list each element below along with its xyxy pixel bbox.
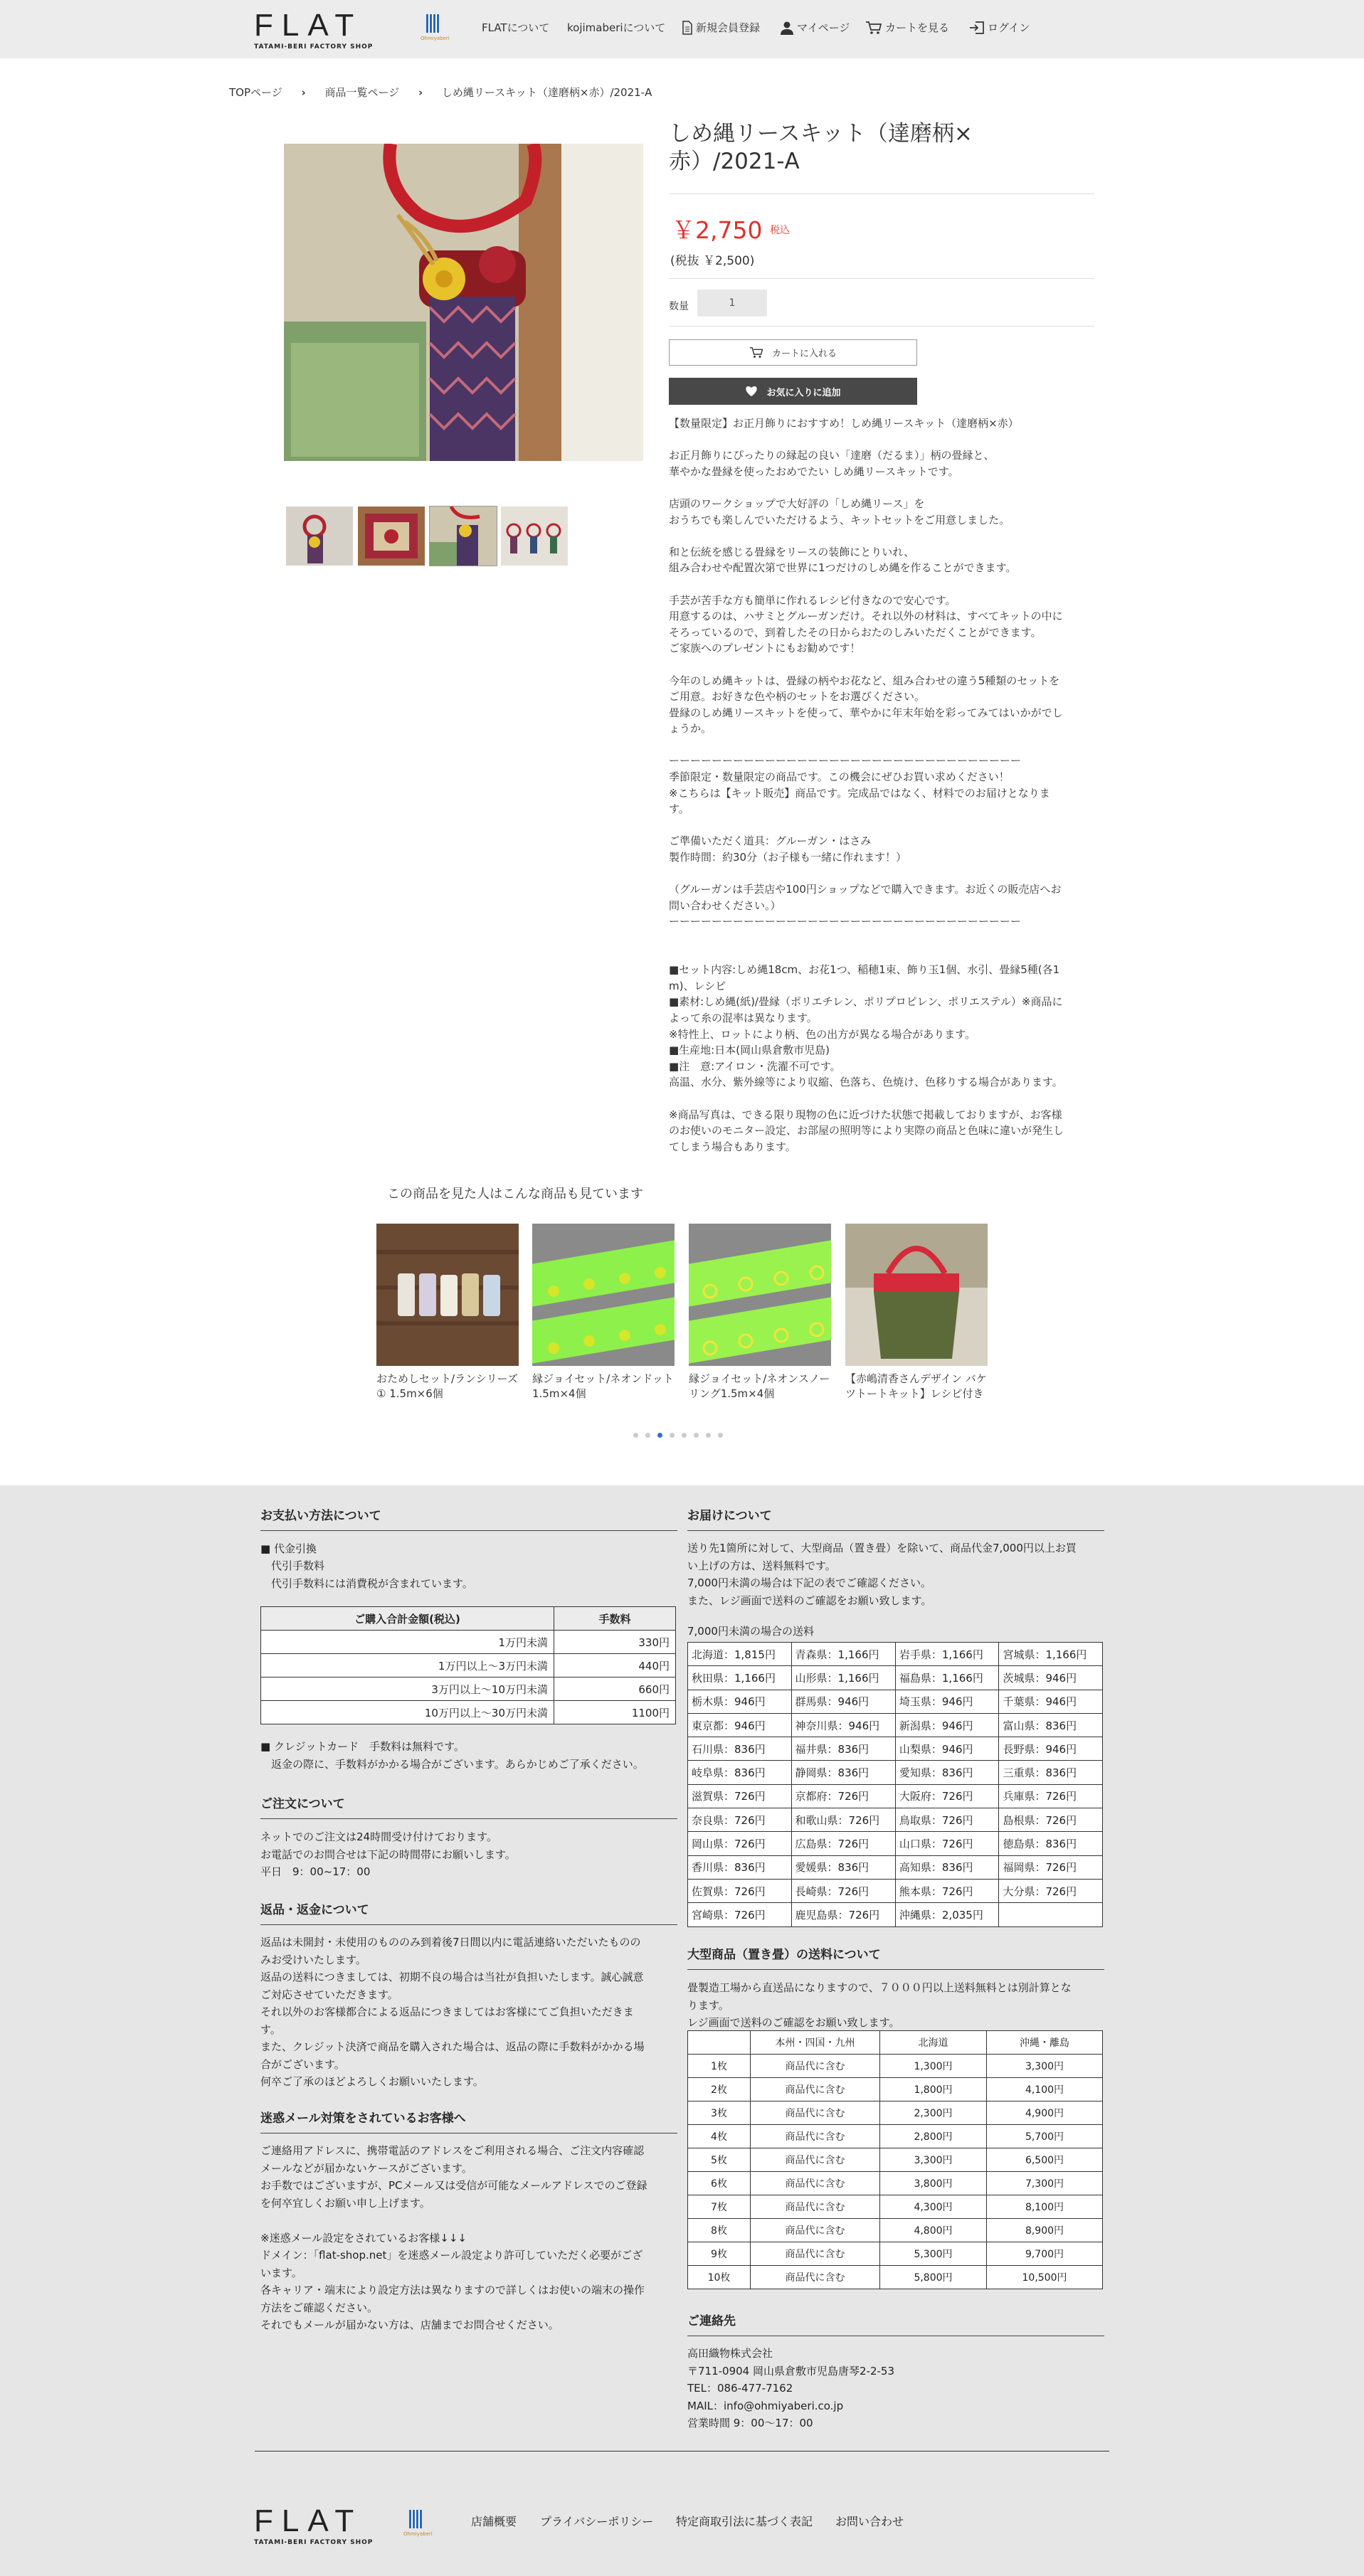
shipping-cell: 長野県：946円 — [999, 1737, 1103, 1761]
shipping-cell: 沖縄県：2,035円 — [895, 1903, 999, 1926]
table-row — [688, 2172, 1103, 2195]
shipping-cell: 岩手県：1,166円 — [895, 1643, 999, 1666]
shipping-cell: 栃木県：946円 — [688, 1690, 792, 1713]
shipping-cell: 山口県：726円 — [895, 1832, 999, 1855]
add-to-favorites-button[interactable]: お気に入りに追加 — [669, 378, 917, 405]
large-fee-cell: 3,300円 — [987, 2055, 1103, 2078]
chevron-right-icon: › — [301, 86, 306, 99]
large-fee-cell: 商品代に含む — [751, 2219, 880, 2242]
shipping-cell: 香川県：836円 — [688, 1855, 792, 1879]
description-line: ーーーーーーーーーーーーーーーーーーーーーーーーーーーーーーーーー — [669, 754, 1022, 768]
price-excluding-tax: (税抜 ￥2,500) — [670, 254, 755, 268]
large-fee-cell: 商品代に含む — [751, 2195, 880, 2219]
shipping-cell: 兵庫県：726円 — [999, 1784, 1103, 1808]
recommend-caption[interactable]: 縁ジョイセット/ネオンドット1.5m×4個 — [532, 1372, 674, 1400]
large-fee-cell: 商品代に含む — [751, 2055, 880, 2078]
table-row — [688, 2055, 1103, 2078]
recommend-image[interactable] — [689, 1224, 831, 1366]
description-line: 手芸が苦手な方も簡単に作れるレシピ付きなので安心です。 — [669, 593, 956, 607]
large-fee-cell: 10枚 — [688, 2266, 751, 2289]
table-row — [688, 2148, 1103, 2172]
returns-text: 返品は未開封・未使用のもののみ到着後7日間以内に電話連絡いただいたものの みお受けいたします。 返品の送料につきましては、初期不良の場合は当社が負担いたします。誠心誠意 ご対応させていただきます。 それ以外のお客様都合による返品につきましてはお客様にてご負担いただきま す。 また、クレジット決済で商品を購入された場合は、返品の際に手数料がかかる場 合がございます。 何卒ご了承のほどよろしくお願いいたします。 — [260, 1936, 645, 2088]
carousel-dot[interactable] — [670, 1433, 675, 1438]
ohmiyaberi-logo[interactable]: Ohmiyaberi — [421, 13, 446, 47]
nav-mypage[interactable]: マイページ — [780, 20, 850, 35]
order-heading: ご注文について — [260, 1793, 677, 1819]
footer-link-privacy[interactable]: プライバシーポリシー — [540, 2515, 654, 2528]
large-items-text: 畳製造工場から直送品になりますので、７０００円以上送料無料とは別計算とな ります。 レジ画面で送料のご確認をお願い致します。 — [687, 1981, 1072, 2029]
shipping-cell: 富山県：836円 — [999, 1713, 1103, 1737]
order-text: ネットでのご注文は24時間受け付けております。 お電話でのお問合せは下記の時間帯にお願いします。 平日 9：00~17：00 — [260, 1830, 516, 1878]
table-header: 手数料 — [554, 1607, 676, 1631]
shipping-cell: 佐賀県：726円 — [688, 1879, 792, 1902]
carousel-dot-active[interactable] — [657, 1433, 662, 1438]
shipping-cell: 神奈川県：946円 — [791, 1713, 895, 1737]
shipping-cell: 島根県：726円 — [999, 1808, 1103, 1832]
description-line: 【数量限定】お正月飾りにおすすめ！しめ縄リースキット（達磨柄×赤） — [669, 417, 1019, 430]
contact-heading: ご連絡先 — [687, 2311, 1104, 2336]
delivery-heading: お届けについて — [687, 1505, 1104, 1531]
recommend-item[interactable] — [689, 1224, 831, 1401]
product-title: しめ縄リースキット（達磨柄×赤）/2021-A — [669, 121, 973, 174]
description-line — [669, 528, 1092, 544]
shipping-cell: 徳島県：836円 — [999, 1832, 1103, 1855]
shipping-cell: 宮城県：1,166円 — [999, 1643, 1103, 1666]
shipping-cell: 三重県：836円 — [999, 1761, 1103, 1784]
shipping-cell: 京都府：726円 — [791, 1784, 895, 1808]
description-line: そろっているので、到着したその日からおたのしみいただくことができます。 — [669, 625, 1042, 639]
table-row — [688, 2101, 1103, 2125]
large-fee-cell: 4,300円 — [880, 2195, 987, 2219]
shipping-cell: 新潟県：946円 — [895, 1713, 999, 1737]
large-fee-cell: 4枚 — [688, 2125, 751, 2148]
table-header: ご購入合計金額(税込) — [261, 1607, 554, 1631]
description-line: ■セット内容:しめ縄18cm、お花1つ、稲穂1束、飾り玉1個、水引、畳縁5種(各1 — [669, 963, 1060, 977]
description-line: のお使いのモニター設定、お部屋の照明等により実際の商品と色味に違いが発生し — [669, 1124, 1064, 1138]
tax-included-label: 税込 — [770, 225, 790, 236]
shipping-cell: 岡山県：726円 — [688, 1832, 792, 1855]
heart-icon — [745, 386, 758, 397]
description-line: 畳縁のしめ縄リースキットを使って、華やかに年末年始を彩ってみてはいかがでし — [669, 706, 1063, 719]
table-row: 10万円以上～30万円未満 1100円 — [261, 1701, 676, 1724]
carousel-dot[interactable] — [645, 1433, 650, 1438]
large-fee-cell: 7枚 — [688, 2195, 751, 2219]
shipping-cell: 愛知県：836円 — [895, 1761, 999, 1784]
table-row — [688, 1808, 1103, 1832]
description-line — [669, 1091, 1092, 1107]
large-fee-cell: 6枚 — [688, 2172, 751, 2195]
quantity-input[interactable] — [697, 290, 767, 317]
shipping-cell: 鳥取県：726円 — [895, 1808, 999, 1832]
product-description — [669, 415, 1092, 1155]
large-fee-cell: 5,300円 — [880, 2242, 987, 2266]
large-fee-cell: 8枚 — [688, 2219, 751, 2242]
shipping-cell: 大分県：726円 — [999, 1879, 1103, 1902]
site-logo[interactable] — [254, 10, 373, 51]
shipping-cell: 奈良県：726円 — [688, 1808, 792, 1832]
shipping-cell: 和歌山県：726円 — [791, 1808, 895, 1832]
recommend-image[interactable] — [845, 1224, 988, 1366]
description-line: ■注 意:アイロン・洗濯不可です。 — [669, 1059, 841, 1073]
recommend-item[interactable] — [376, 1224, 519, 1401]
table-row — [688, 1832, 1103, 1855]
shipping-cell: 青森県：1,166円 — [791, 1643, 895, 1666]
nav-about-kojimaberi[interactable]: kojimaberiについて — [567, 21, 666, 34]
description-line: 季節限定・数量限定の商品です。この機会にぜひお買い求めください！ — [669, 770, 1010, 784]
table-row — [688, 1855, 1103, 1879]
returns-heading: 返品・返金について — [260, 1899, 677, 1925]
nav-about-flat[interactable]: FLATについて — [482, 21, 550, 34]
large-fee-cell: 5,800円 — [880, 2266, 987, 2289]
description-line: よって糸の混率は異なります。 — [669, 1011, 818, 1024]
recommend-caption[interactable]: 縁ジョイセット/ネオンスノーリング1.5m×4個 — [689, 1372, 830, 1400]
shipping-cell: 高知県：836円 — [895, 1855, 999, 1879]
breadcrumb-top[interactable]: TOPページ — [229, 86, 282, 99]
cod-fee-table — [260, 1606, 676, 1724]
nav-cart[interactable]: カートを見る — [865, 20, 949, 35]
description-line: ※商品写真は、できる限り現物の色に近づけた状態で掲載しておりますが、お客様 — [669, 1108, 1062, 1121]
large-fee-cell: 商品代に含む — [751, 2266, 880, 2289]
shipping-cell: 埼玉県：946円 — [895, 1690, 999, 1713]
spam-text: ご連絡用アドレスに、携帯電話のアドレスをご利用される場合、ご注文内容確認 メールなどが届かないケースがございます。 お手数ではございますが、PCメール又は受信が可能なメールアドレスでのご登録 を何卒宜しくお願い申し上げます。 ※迷惑メール設定をされているお客様↓↓↓ ドメイン：「flat-shop.net」を迷惑メール設定より許可していただく必要がござ います。 各キャリア・端末により設定方法は異なりますので詳しくはお使いの端末の操作 方法をご確認ください。 それでもメールが届かない方は、店舗までお問合せください。 — [260, 2144, 647, 2331]
large-fee-cell: 9,700円 — [987, 2242, 1103, 2266]
product-thumbnail[interactable] — [430, 507, 497, 566]
product-thumbnail[interactable] — [501, 507, 568, 566]
large-fee-cell: 2,800円 — [880, 2125, 987, 2148]
large-fee-cell: 5,700円 — [987, 2125, 1103, 2148]
cod-title: ■ 代金引換 — [260, 1542, 317, 1555]
product-thumbnail[interactable] — [286, 507, 353, 566]
carousel-dot[interactable] — [706, 1433, 711, 1438]
login-icon — [969, 21, 985, 35]
description-line — [669, 657, 1092, 673]
footer-logo[interactable]: FLAT TATAMI-BERI FACTORY SHOP — [254, 2503, 374, 2546]
description-line: てしまう場合もあります。 — [669, 1140, 796, 1153]
divider — [669, 326, 1094, 327]
table-row — [688, 2219, 1103, 2242]
shipping-cell: 鹿児島県：726円 — [791, 1903, 895, 1926]
description-line: 用意するのは、ハサミとグルーガンだけ。それ以外の材料は、すべてキットの中に — [669, 610, 1063, 623]
description-line — [669, 866, 1092, 882]
shipping-cell — [999, 1903, 1103, 1926]
chevron-right-icon: › — [418, 86, 423, 99]
shipping-cell: 滋賀県：726円 — [688, 1784, 792, 1808]
recommend-caption[interactable]: おためしセット/ランシリーズ① 1.5m×6個 — [376, 1372, 518, 1400]
breadcrumb-products[interactable]: 商品一覧ページ — [324, 86, 400, 99]
description-line: 高温、水分、紫外線等により収縮、色落ち、色焼け、色移りする場合があります。 — [669, 1076, 1063, 1089]
carousel-dot[interactable] — [718, 1433, 723, 1438]
carousel-dot[interactable] — [633, 1433, 638, 1438]
table-row — [688, 2078, 1103, 2101]
description-line: おうちでも楽しんでいただけるよう、キットセットをご用意しました。 — [669, 513, 1010, 526]
large-fee-cell: 商品代に含む — [751, 2078, 880, 2101]
large-fee-cell: 2,300円 — [880, 2101, 987, 2125]
description-line: ※特性上、ロットにより柄、色の出方が異なる場合があります。 — [669, 1027, 976, 1041]
shipping-cell: 茨城県：946円 — [999, 1666, 1103, 1690]
spam-heading: 迷惑メール対策をされているお客様へ — [260, 2108, 677, 2134]
divider — [669, 278, 1094, 279]
footer-link-commerce-law[interactable]: 特定商取引法に基づく表記 — [676, 2515, 813, 2528]
shipping-cell: 福島県：1,166円 — [895, 1666, 999, 1690]
table-row — [688, 2266, 1103, 2289]
large-fee-cell: 6,500円 — [987, 2148, 1103, 2172]
large-fee-cell: 商品代に含む — [751, 2172, 880, 2195]
carousel-dot[interactable] — [694, 1433, 699, 1438]
description-line — [669, 432, 1092, 448]
footer-link-store-info[interactable]: 店舗概要 — [471, 2515, 517, 2528]
recommend-caption[interactable]: 【赤嶋清香さんデザイン バケツトートキット】レシピ付き — [845, 1372, 987, 1400]
recommend-title: この商品を見た人はこんな商品も見ています — [387, 1187, 643, 1202]
carousel-dot[interactable] — [682, 1433, 687, 1438]
table-row — [688, 2125, 1103, 2148]
shipping-cell: 岐阜県：836円 — [688, 1761, 792, 1784]
large-fee-cell: 5枚 — [688, 2148, 751, 2172]
product-thumbnail[interactable] — [358, 507, 425, 566]
shipping-cell: 福岡県：726円 — [999, 1855, 1103, 1879]
description-line: 店頭のワークショップで大好評の「しめ縄リース」を — [669, 497, 925, 510]
large-fee-cell: 10,500円 — [987, 2266, 1103, 2289]
recommend-image[interactable] — [532, 1224, 675, 1366]
recommend-item[interactable] — [532, 1224, 675, 1401]
payment-heading: お支払い方法について — [260, 1505, 677, 1531]
large-fee-cell: 商品代に含む — [751, 2125, 880, 2148]
footer-link-contact[interactable]: お問い合わせ — [835, 2515, 904, 2528]
table-row: 3万円以上～10万円未満 660円 — [261, 1677, 676, 1701]
large-fee-cell: 8,100円 — [987, 2195, 1103, 2219]
shipping-cell: 熊本県：726円 — [895, 1879, 999, 1902]
site-footer — [0, 1485, 1364, 2576]
shipping-cell: 石川県：836円 — [688, 1737, 792, 1761]
table-row — [688, 2242, 1103, 2266]
large-fee-cell: 3枚 — [688, 2101, 751, 2125]
recommend-image[interactable] — [376, 1224, 519, 1366]
shipping-cell: 東京都：946円 — [688, 1713, 792, 1737]
large-fee-cell: 商品代に含む — [751, 2148, 880, 2172]
document-icon — [682, 21, 693, 35]
description-line: ■素材:しめ縄(紙)/畳縁（ポリエチレン、ポリプロピレン、ポリエステル）※商品に — [669, 995, 1063, 1009]
breadcrumb-current: しめ縄リースキット（達磨柄×赤）/2021-A — [441, 86, 652, 99]
shipping-cell: 長崎県：726円 — [791, 1879, 895, 1902]
add-to-cart-button[interactable]: カートに入れる — [669, 339, 917, 366]
table-row — [688, 2195, 1103, 2219]
table-row — [688, 1761, 1103, 1784]
delivery-text: 送り先1箇所に対して、大型商品（置き畳）を除いて、商品代金7,000円以上お買 い上げの方は、送料無料です。 7,000円未満の場合は下記の表でご確認ください。 また、レジ画面で送料のご確認をお願い致します。 — [687, 1542, 1077, 1607]
footer-divider — [255, 2451, 1109, 2452]
nav-register[interactable]: 新規会員登録 — [682, 20, 760, 35]
table-row: 1万円未満 330円 — [261, 1631, 676, 1654]
description-line: 今年のしめ縄キットは、畳縁の柄やお花など、組み合わせの違う5種類のセットを — [669, 674, 1060, 687]
large-fee-cell: 1枚 — [688, 2055, 751, 2078]
nav-login[interactable]: ログイン — [969, 20, 1030, 35]
large-fee-cell: 1,300円 — [880, 2055, 987, 2078]
table-row — [688, 1666, 1103, 1690]
cod-text: 代引手数料 代引手数料には消費税が含まれています。 — [271, 1559, 473, 1590]
large-fee-cell: 1,800円 — [880, 2078, 987, 2101]
description-line: 問い合わせください。） — [669, 899, 781, 912]
shipping-cell: 山形県：1,166円 — [791, 1666, 895, 1690]
description-line: ょうか。 — [669, 722, 712, 736]
description-line: ※こちらは【キット販売】商品です。完成品ではなく、材料でのお届けとなりま — [669, 786, 1050, 800]
large-fee-cell: 商品代に含む — [751, 2242, 880, 2266]
table-row: 1万円以上～3万円未満 440円 — [261, 1654, 676, 1677]
table-row — [688, 1643, 1103, 1666]
description-line — [669, 930, 1092, 946]
description-line: ■生産地:日本(岡山県倉敷市児島) — [669, 1044, 830, 1057]
large-items-fee-table: 本州・四国・九州 北海道 沖縄・離島 1枚 商品代に含む 1,300円 3,300円 2枚 商品代に含む 1,800円 4,100円 3枚 商品代に含む 2,300円 4,900円 4枚 商品代に含む 2,800円 5,700円 5枚 商品代に含む 3,300円 6,500円 6枚 商品代に含む 3,800円 7,300円 7枚 商品代に含む 4,300円 8,100円 8枚 商品代に含む 4,800円 8,900円 9枚 商品代に含む 5,300円 9,700円 10枚 商品代に含む 5,800円 10,500円 — [687, 2030, 1103, 2289]
large-fee-cell: 3,800円 — [880, 2172, 987, 2195]
table-row — [688, 1713, 1103, 1737]
large-fee-cell: 3,300円 — [880, 2148, 987, 2172]
footer-ohmiyaberi-logo[interactable]: Ohmiyaberi — [403, 2508, 429, 2543]
description-line: ご家族へのプレゼントにもお勧めです！ — [669, 642, 861, 655]
description-line — [669, 737, 1092, 753]
recommend-item[interactable] — [845, 1224, 988, 1401]
quantity-label: 数量 — [669, 301, 689, 312]
table-row — [688, 1879, 1103, 1902]
description-line: （グルーガンは手芸店や100円ショップなどで購入できます。お近くの販売店へお — [669, 883, 1062, 896]
cart-icon — [749, 346, 763, 359]
description-line — [669, 479, 1092, 496]
table-row — [688, 1737, 1103, 1761]
logo-text: FLAT — [254, 8, 363, 43]
large-fee-cell: 4,900円 — [987, 2101, 1103, 2125]
table-row — [688, 1690, 1103, 1713]
description-line: す。 — [669, 802, 689, 816]
shipping-subtitle: 7,000円未満の場合の送料 — [687, 1625, 814, 1638]
shipping-cell: 山梨県：946円 — [895, 1737, 999, 1761]
description-line: お正月飾りにぴったりの縁起の良い「達磨（だるま）」柄の畳縁と、 — [669, 449, 995, 462]
large-fee-cell: 2枚 — [688, 2078, 751, 2101]
description-line — [669, 946, 1092, 963]
description-line: 製作時間：約30分（お子様も一緒に作れます！） — [669, 851, 907, 864]
shipping-cell: 広島県：726円 — [791, 1832, 895, 1855]
shipping-cell: 静岡県：836円 — [791, 1761, 895, 1784]
description-line: 華やかな畳縁を使ったおめでたい しめ縄リースキットです。 — [669, 465, 959, 478]
cart-icon — [865, 21, 882, 35]
contact-text: 高田織物株式会社 〒711-0904 岡山県倉敷市児島唐琴2-2-53 TEL：086-477-7162 MAIL：info@ohmiyaberi.co.jp 営業時間 9：00～17：00 — [687, 2347, 894, 2429]
large-fee-cell: 9枚 — [688, 2242, 751, 2266]
shipping-cell: 千葉県：946円 — [999, 1690, 1103, 1713]
description-line: 和と伝統を感じる畳縁をリースの装飾にとりいれ、 — [669, 545, 915, 558]
carousel-pagination[interactable] — [633, 1433, 723, 1438]
description-line: ご準備いただく道具：グルーガン・はさみ — [669, 834, 872, 848]
large-fee-cell: 7,300円 — [987, 2172, 1103, 2195]
table-row — [688, 1784, 1103, 1808]
product-price: ￥2,750 — [672, 216, 763, 244]
description-line: ーーーーーーーーーーーーーーーーーーーーーーーーーーーーーーーーー — [669, 915, 1022, 928]
large-fee-cell: 4,100円 — [987, 2078, 1103, 2101]
large-fee-cell: 商品代に含む — [751, 2101, 880, 2125]
description-line: ご用意。お好きな色や柄のセットをお選びください。 — [669, 690, 926, 704]
table-row — [688, 1903, 1103, 1926]
shipping-cell: 秋田県：1,166円 — [688, 1666, 792, 1690]
description-line — [669, 576, 1092, 593]
large-items-heading: 大型商品（置き畳）の送料について — [687, 1944, 1104, 1970]
shipping-cell: 大阪府：726円 — [895, 1784, 999, 1808]
shipping-cell: 愛媛県：836円 — [791, 1855, 895, 1879]
large-fee-cell: 4,800円 — [880, 2219, 987, 2242]
shipping-cell: 群馬県：946円 — [791, 1690, 895, 1713]
description-line: 組み合わせや配置次第で世界に1つだけのしめ縄を作ることができます。 — [669, 561, 1017, 575]
breadcrumb — [229, 85, 652, 100]
product-main-image[interactable] — [284, 144, 643, 461]
description-line: m)、レシピ — [669, 979, 726, 992]
shipping-cell: 福井県：836円 — [791, 1737, 895, 1761]
large-fee-cell: 8,900円 — [987, 2219, 1103, 2242]
shipping-fee-table — [687, 1642, 1103, 1927]
logo-subtitle: TATAMI-BERI FACTORY SHOP — [254, 43, 374, 51]
shipping-cell: 北海道：1,815円 — [688, 1643, 792, 1666]
shipping-cell: 宮崎県：726円 — [688, 1903, 792, 1926]
user-icon — [780, 21, 794, 35]
site-header — [0, 0, 1364, 58]
description-line — [669, 817, 1092, 834]
credit-card-text: ■ クレジットカード 手数料は無料です。 返金の際に、手数料がかかる場合がございます。あらかじめご了承ください。 — [260, 1740, 644, 1771]
